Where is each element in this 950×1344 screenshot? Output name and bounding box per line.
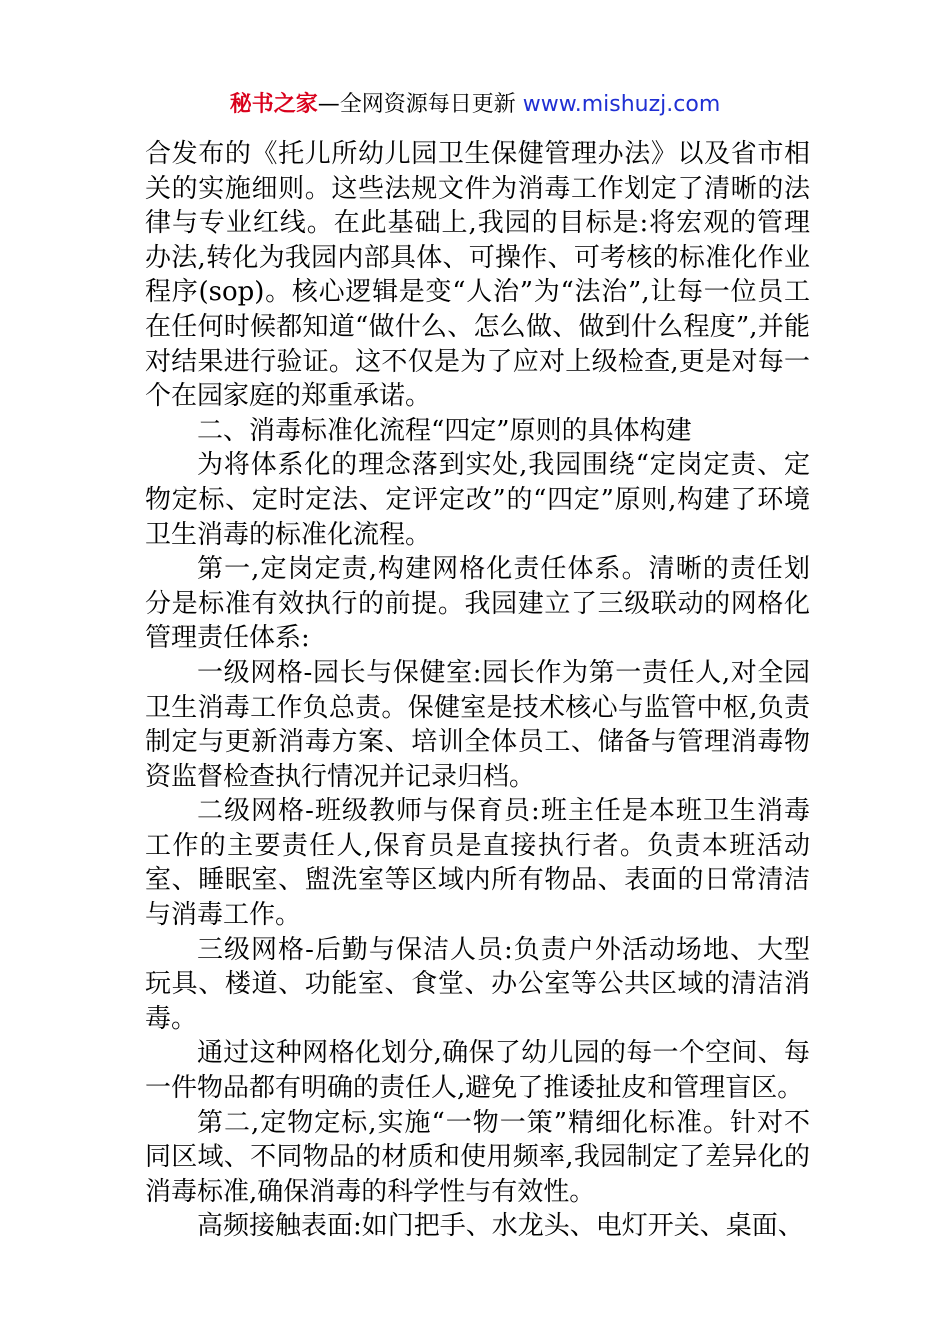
paragraph: 高频接触表面:如门把手、水龙头、电灯开关、桌面、	[197, 1211, 804, 1242]
paragraph: 为将体系化的理念落到实处,我园围绕“定岗定责、定物定标、定时定法、定评定改”的“四定”原则,构建了环境卫生消毒的标准化流程。	[145, 450, 810, 550]
paragraph: 一级网格-园长与保健室:园长作为第一责任人,对全园卫生消毒工作负总责。保健室是技术核心与监管中枢,负责制定与更新消毒方案、培训全体员工、储备与管理消毒物资监督检查执行情况并记录归档。	[145, 657, 810, 792]
section-heading: 二、消毒标准化流程“四定”原则的具体构建	[197, 415, 692, 446]
page-header	[0, 88, 950, 122]
paragraph: 第二,定物定标,实施“一物一策”精细化标准。针对不同区域、不同物品的材质和使用频率,我园制定了差异化的消毒标准,确保消毒的科学性与有效性。	[145, 1107, 810, 1207]
paragraph: 第一,定岗定责,构建网格化责任体系。清晰的责任划分是标准有效执行的前提。我园建立了三级联动的网格化管理责任体系:	[145, 554, 810, 654]
paragraph: 二级网格-班级教师与保育员:班主任是本班卫生消毒工作的主要责任人,保育员是直接执行者。负责本班活动室、睡眠室、盥洗室等区域内所有物品、表面的日常清洁与消毒工作。	[145, 796, 810, 931]
paragraph: 通过这种网格化划分,确保了幼儿园的每一个空间、每一件物品都有明确的责任人,避免了推诿扯皮和管理盲区。	[145, 1038, 810, 1104]
header-url-link[interactable]: www.mishuzj.com	[522, 92, 721, 117]
paragraph-continuation: 合发布的《托儿所幼儿园卫生保健管理办法》以及省市相关的实施细则。这些法规文件为消毒工作划定了清晰的法律与专业红线。在此基础上,我园的目标是:将宏观的管理办法,转化为我园内部具体、可操作、可考核的标准化作业程序(sop)。核心逻辑是变“人治”为“法治”,让每一位员工在任何时候都知道“做什么、怎么做、做到什么程度”,并能对结果进行验证。这不仅是为了应对上级检查,更是对每一个在园家庭的郑重承诺。	[145, 139, 810, 412]
header-brand: 秘书之家	[229, 92, 318, 117]
paragraph: 三级网格-后勤与保洁人员:负责户外活动场地、大型玩具、楼道、功能室、食堂、办公室等公共区域的清洁消毒。	[145, 934, 810, 1034]
body-text	[145, 137, 810, 1244]
header-tagline: —全网资源每日更新	[317, 92, 523, 117]
